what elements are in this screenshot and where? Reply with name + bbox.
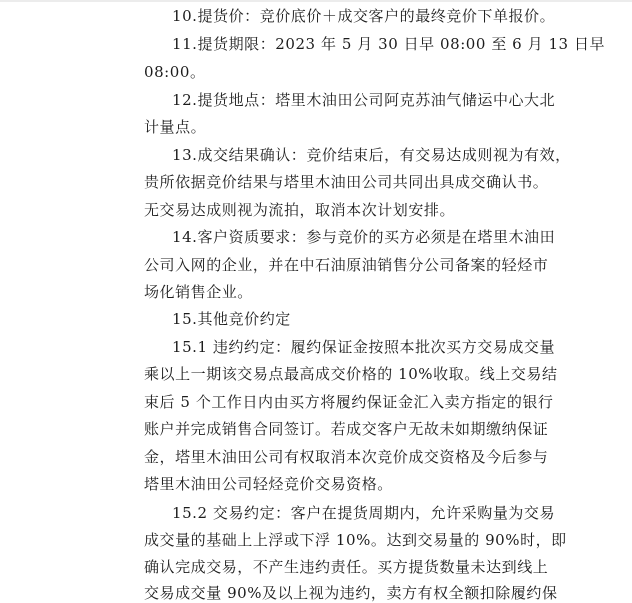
clause-15-2-trade-cont-2: 确认完成交易，不产生违约责任。买方提货数量未达到线上 [144,558,549,576]
clause-15-1-default-cont-4: 金，塔里木油田公司有权取消本次竞价成交资格及今后参与 [144,448,549,466]
clause-15-1-default-line: 15.1 违约约定：履约保证金按照本批次买方交易成交量 [172,338,556,356]
clause-14-qualification-line: 14.客户资质要求：参与竞价的买方必须是在塔里木油田 [172,228,556,246]
clause-15-1-default-cont-1: 乘以上一期该交易点最高成交价格的 10%收取。线上交易结 [144,365,558,383]
clause-15-1-default-cont-2: 束后 5 个工作日内由买方将履约保证金汇入卖方指定的银行 [144,393,554,411]
clause-12-location-line: 12.提货地点：塔里木油田公司阿克苏油气储运中心大北 [172,91,556,109]
clause-13-confirmation-line: 13.成交结果确认：竞价结束后，有交易达成则视为有效， [172,146,571,164]
clause-13-confirmation-cont-2: 无交易达成则视为流拍，取消本次计划安排。 [144,201,456,219]
clause-15-2-trade-cont-3: 交易成交量 90%及以上视为违约，卖方有权全额扣除履约保 [144,584,558,602]
clause-15-2-trade-cont-1: 成交量的基础上上浮或下浮 10%。达到交易量的 90%时，即 [144,531,567,549]
clause-15-1-default-cont-5: 塔里木油田公司轻烃竞价交易资格。 [144,475,393,493]
clause-13-confirmation-cont-1: 贵所依据竞价结果与塔里木油田公司共同出具成交确认书。 [144,173,549,191]
clause-15-1-default-cont-3: 账户并完成销售合同签订。若成交客户无故未如期缴纳保证 [144,420,549,438]
clause-14-qualification-cont-1: 公司入网的企业，并在中石油原油销售分公司备案的轻烃市 [144,256,549,274]
scan-edge [0,0,632,2]
clause-10-price-line: 10.提货价：竞价底价＋成交客户的最终竞价下单报价。 [172,7,556,25]
clause-12-location-continued: 计量点。 [144,118,207,136]
clause-14-qualification-cont-2: 场化销售企业。 [144,283,253,301]
clause-15-2-trade-line: 15.2 交易约定：客户在提货周期内，允许采购量为交易 [172,504,556,522]
clause-11-period-line: 11.提货期限：2023 年 5 月 30 日早 08:00 至 6 月 13 日早 [172,35,606,53]
clause-11-period-continued: 08:00。 [144,63,206,81]
clause-15-heading: 15.其他竞价约定 [172,310,291,328]
